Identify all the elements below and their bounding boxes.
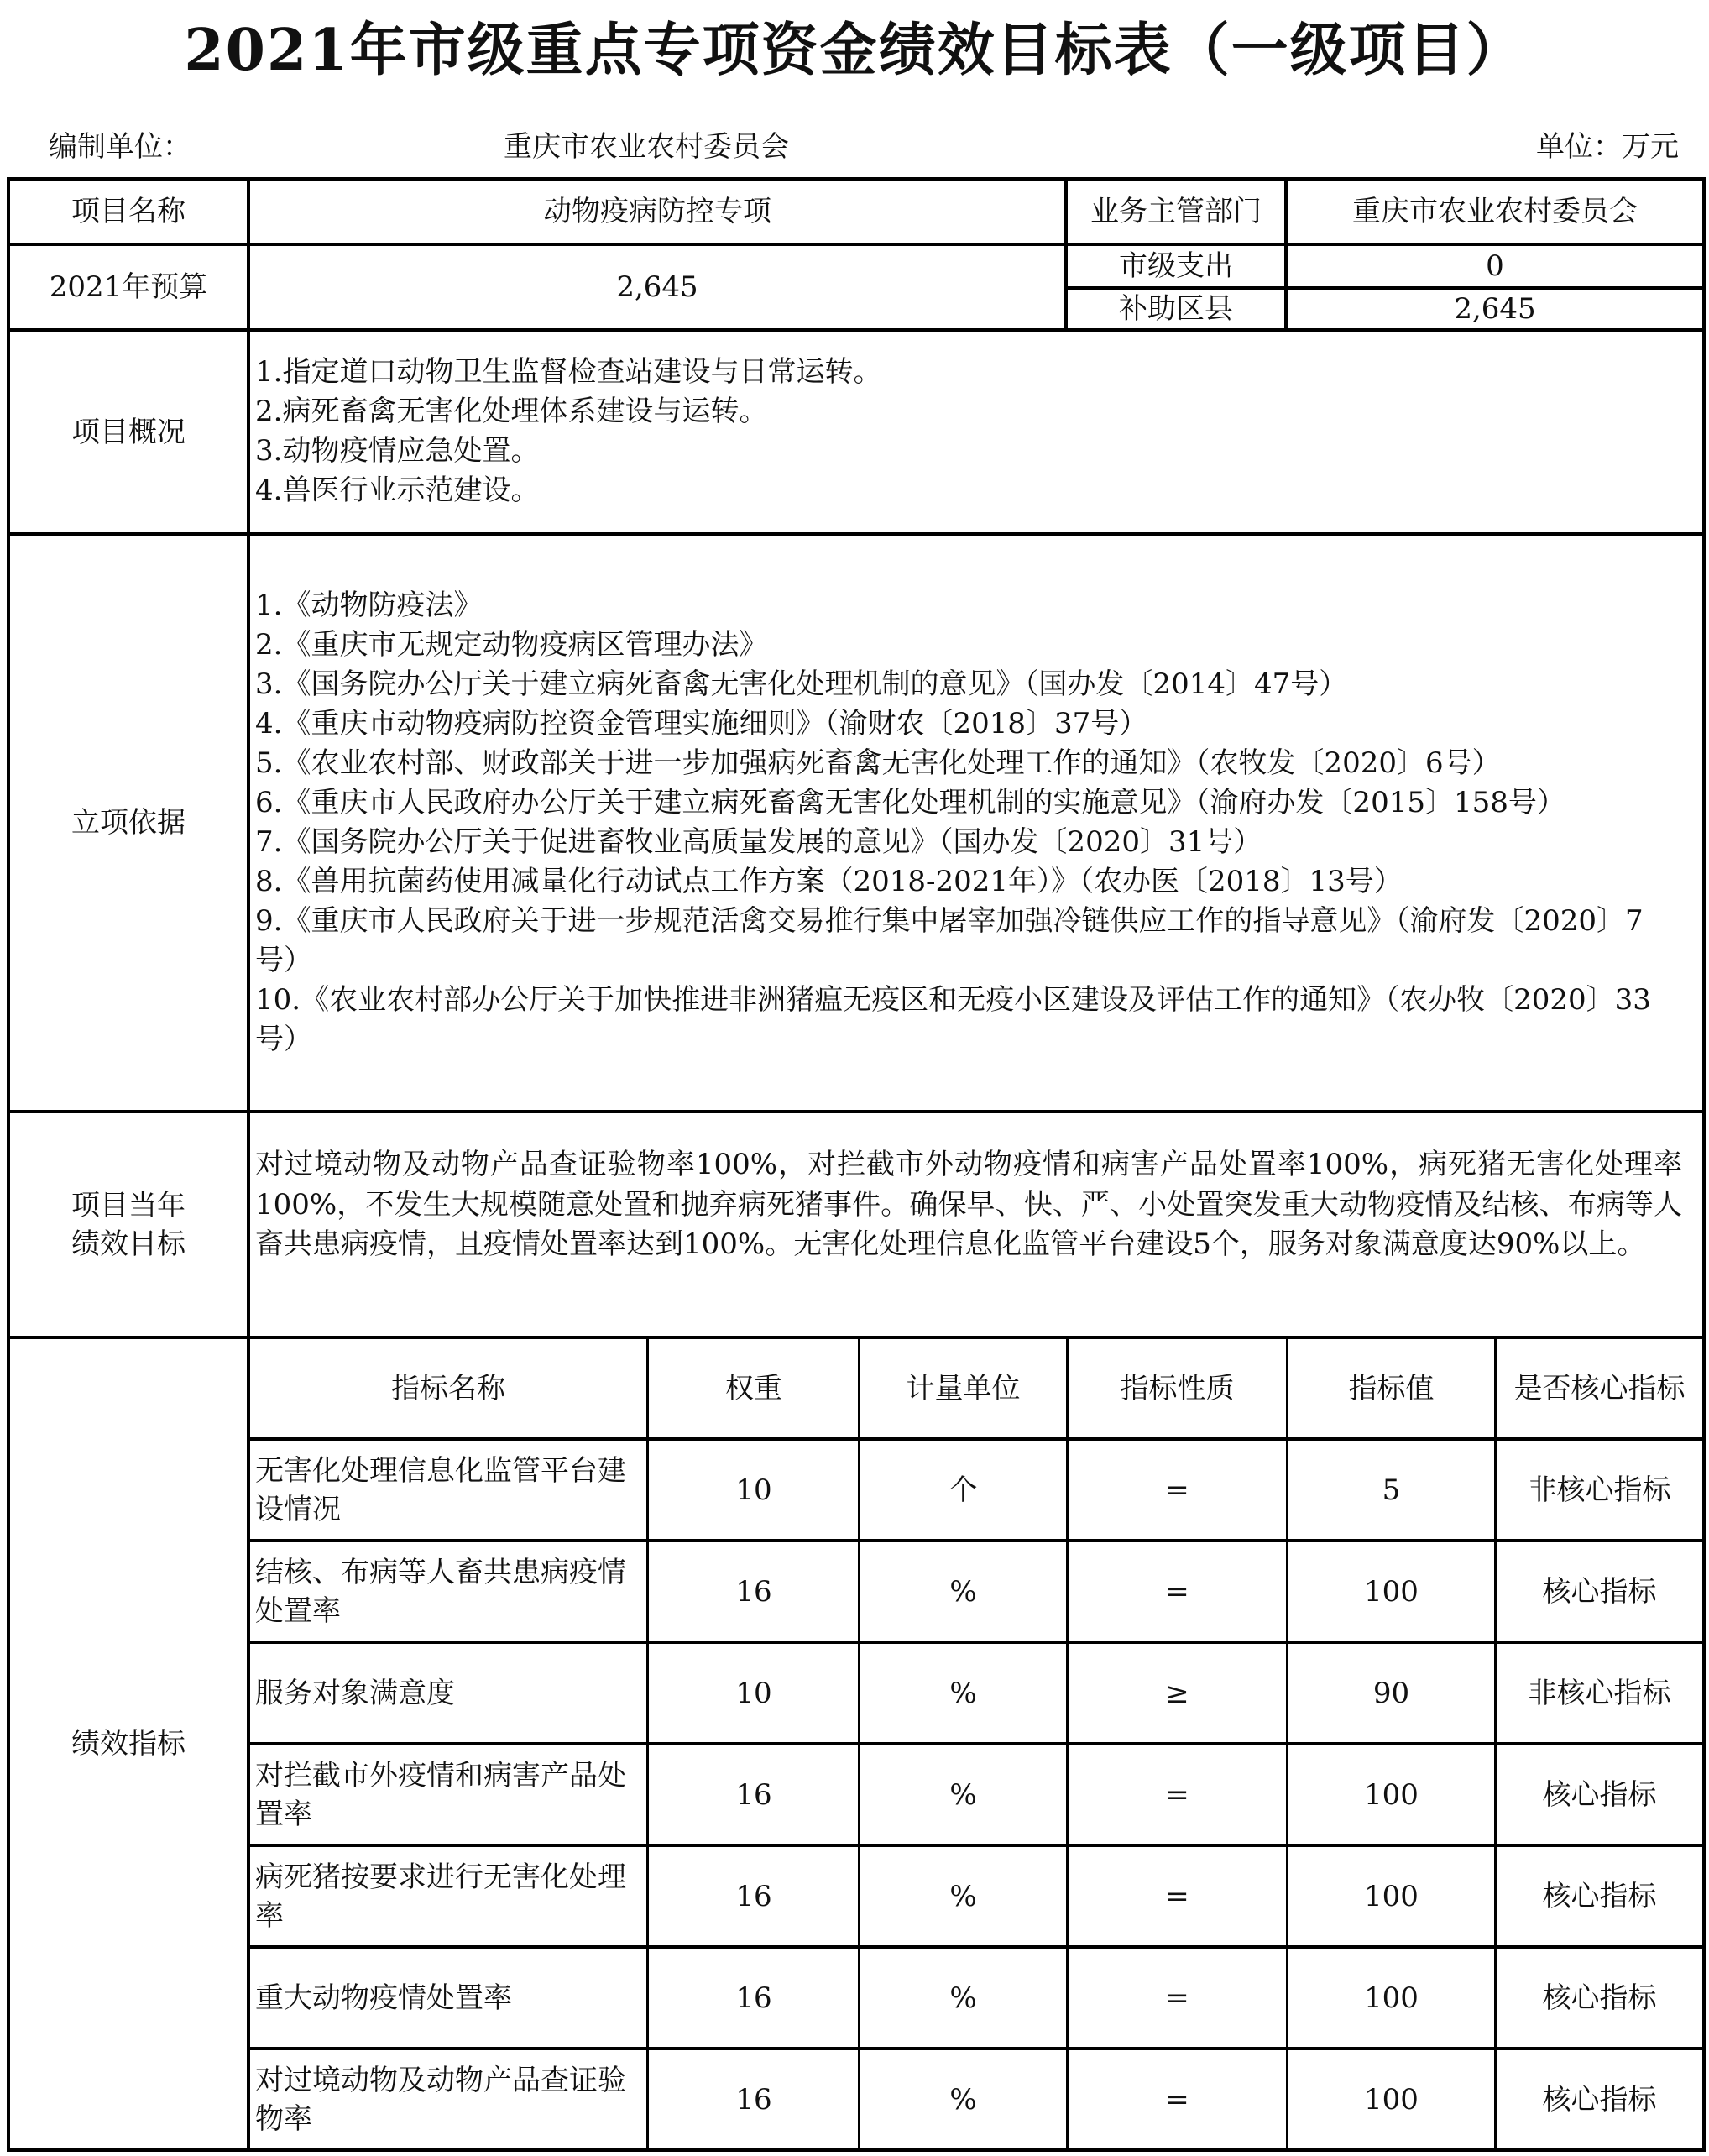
basis-list	[255, 586, 1682, 1060]
basis-item: 4.《重庆市动物疫病防控资金管理实施细则》（渝财农〔2018〕37号）	[255, 707, 1148, 740]
basis-item: 6.《重庆市人民政府办公厅关于建立病死畜禽无害化处理机制的实施意见》（渝府办发〔2015〕158号）	[255, 786, 1565, 819]
dept-value: 重庆市农业农村委员会	[1352, 195, 1638, 228]
metric-weight: 10	[735, 1676, 772, 1710]
city-expense-value: 0	[1486, 249, 1504, 283]
row-divider	[7, 532, 1706, 536]
basis-item: 1.《动物防疫法》	[255, 589, 483, 622]
basis-item: 5.《农业农村部、财政部关于进一步加强病死畜禽无害化处理工作的通知》（农牧发〔2020〕6号）	[255, 746, 1501, 780]
row-divider	[7, 1110, 1706, 1113]
dept-label: 业务主管部门	[1090, 195, 1262, 228]
header-unit: 计量单位	[906, 1371, 1021, 1405]
metric-nature: =	[1165, 1777, 1189, 1812]
metric-value: 100	[1364, 1777, 1419, 1812]
metric-core-flag: 非核心指标	[1528, 1473, 1671, 1507]
metric-unit: %	[949, 2082, 977, 2117]
basis-item: 9.《重庆市人民政府关于进一步规范活禽交易推行集中屠宰加强冷链供应工作的指导意见》（渝府发〔2020〕7号）	[255, 904, 1644, 977]
basis-item: 8.《兽用抗菌药使用减量化行动试点工作方案（2018-2021年）》（农办医〔2018〕13号）	[255, 865, 1403, 898]
metric-name: 结核、布病等人畜共患病疫情处置率	[255, 1555, 626, 1628]
metric-name: 对过境动物及动物产品查证验物率	[255, 2063, 626, 2136]
header-metric-name: 指标名称	[391, 1371, 505, 1405]
overview-label: 项目概况	[71, 415, 186, 449]
basis-item: 2.《重庆市无规定动物疫病区管理办法》	[255, 628, 768, 662]
basis-item: 10.《农业农村部办公厅关于加快推进非洲猪瘟无疫区和无疫小区建设及评估工作的通知》（农办牧〔2020〕33号）	[255, 983, 1651, 1056]
metric-nature: =	[1165, 1473, 1189, 1507]
metric-name: 对拦截市外疫情和病害产品处置率	[255, 1758, 626, 1831]
metric-nature: =	[1165, 1574, 1189, 1609]
metric-value: 100	[1364, 1574, 1419, 1609]
overview-item: 2.病死畜禽无害化处理体系建设与运转。	[255, 395, 768, 428]
city-expense-label: 市级支出	[1119, 249, 1233, 283]
metric-core-flag: 核心指标	[1542, 1879, 1657, 1913]
metric-name: 重大动物疫情处置率	[255, 1981, 512, 2015]
basis-item: 3.《国务院办公厅关于建立病死畜禽无害化处理机制的意见》（国办发〔2014〕47号）	[255, 667, 1348, 701]
header-weight: 权重	[725, 1371, 782, 1405]
basis-item: 7.《国务院办公厅关于促进畜牧业高质量发展的意见》（国办发〔2020〕31号）	[255, 825, 1262, 859]
project-name-value: 动物疫病防控专项	[543, 195, 771, 228]
metric-unit: 个	[949, 1473, 978, 1507]
metric-weight: 16	[735, 1981, 772, 2015]
header-nature: 指标性质	[1120, 1371, 1235, 1405]
overview-item: 1.指定道口动物卫生监督检查站建设与日常运转。	[255, 355, 882, 389]
overview-list	[255, 353, 1691, 510]
unit-label: 单位：万元	[1536, 130, 1679, 164]
metric-nature: =	[1165, 1981, 1189, 2015]
metric-weight: 10	[735, 1473, 772, 1507]
metric-core-flag: 核心指标	[1542, 1981, 1657, 2015]
metric-value: 100	[1364, 1981, 1419, 2015]
metric-value: 5	[1382, 1473, 1401, 1507]
metric-unit: %	[949, 1879, 977, 1913]
metric-weight: 16	[735, 1574, 772, 1609]
metric-core-flag: 核心指标	[1542, 2082, 1657, 2117]
metric-value: 90	[1372, 1676, 1410, 1710]
budget-label: 2021年预算	[49, 270, 208, 304]
metric-core-flag: 非核心指标	[1528, 1676, 1671, 1710]
overview-item: 4.兽医行业示范建设。	[255, 474, 540, 507]
project-name-label: 项目名称	[71, 195, 186, 228]
compiler-label: 编制单位：	[49, 130, 191, 164]
overview-item: 3.动物疫情应急处置。	[255, 434, 540, 468]
metric-unit: %	[949, 1574, 977, 1609]
metric-name: 病死猪按要求进行无害化处理率	[255, 1860, 626, 1933]
basis-label: 立项依据	[71, 806, 186, 840]
row-divider	[7, 328, 1706, 332]
budget-total: 2,645	[616, 270, 698, 304]
metric-name: 服务对象满意度	[255, 1676, 455, 1710]
metrics-label: 绩效指标	[71, 1727, 186, 1761]
metric-value: 100	[1364, 2082, 1419, 2117]
metric-unit: %	[949, 1676, 977, 1710]
metric-unit: %	[949, 1777, 977, 1812]
metric-weight: 16	[735, 1879, 772, 1913]
metric-weight: 16	[735, 1777, 772, 1812]
goal-label-line1: 项目当年	[71, 1188, 186, 1222]
district-subsidy-value: 2,645	[1454, 292, 1536, 326]
metric-nature: =	[1165, 1879, 1189, 1913]
metric-nature: =	[1165, 2082, 1189, 2117]
metric-name: 无害化处理信息化监管平台建设情况	[255, 1453, 626, 1526]
district-subsidy-label: 补助区县	[1119, 292, 1233, 326]
header-core: 是否核心指标	[1513, 1371, 1685, 1405]
header-value: 指标值	[1348, 1371, 1435, 1405]
goal-text: 对过境动物及动物产品查证验物率100%，对拦截市外动物疫情和病害产品处置率100%，病死猪无害化处理率100%，不发生大规模随意处置和抛弃病死猪事件。确保早、快、严、小处置突发重大动物疫情及结核、布病等人畜共患病疫情，且疫情处置率达到100%。无害化处理信息化监管平台建设5个，服务对象满意度达90%以上。	[255, 1148, 1682, 1261]
metric-core-flag: 核心指标	[1542, 1777, 1657, 1812]
page-title: 2021年市级重点专项资金绩效目标表（一级项目）	[184, 17, 1525, 84]
column-divider	[646, 1337, 649, 2152]
metric-unit: %	[949, 1981, 977, 2015]
goal-label	[10, 1113, 247, 1336]
metric-nature: ≥	[1165, 1676, 1189, 1710]
goal-label-line2: 绩效目标	[71, 1227, 186, 1261]
metric-core-flag: 核心指标	[1542, 1574, 1657, 1609]
metric-weight: 16	[735, 2082, 772, 2117]
metric-value: 100	[1364, 1879, 1419, 1913]
compiler-value: 重庆市农业农村委员会	[504, 130, 789, 164]
